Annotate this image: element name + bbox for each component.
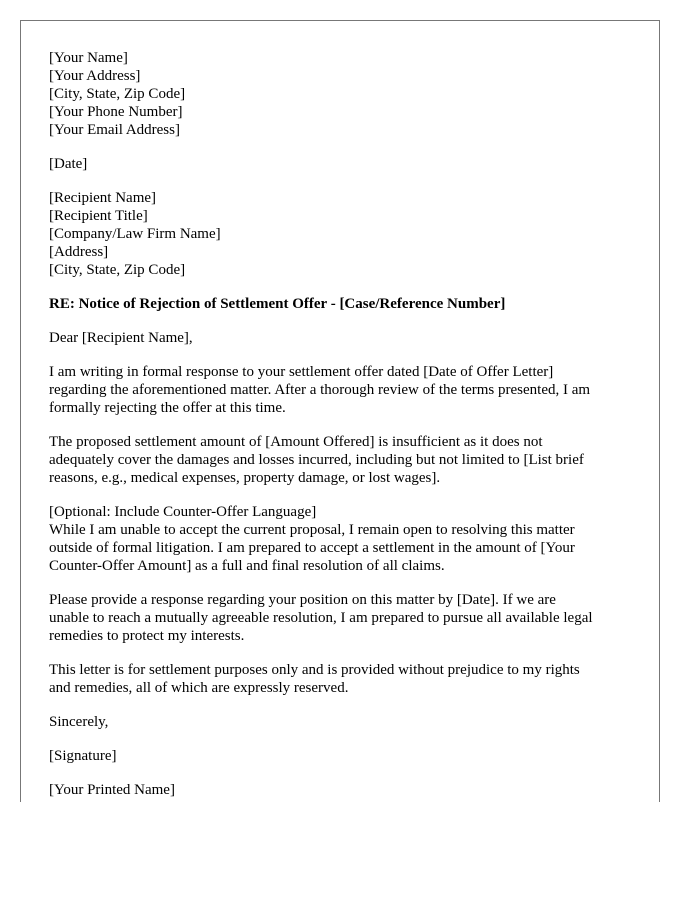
spacer	[49, 575, 639, 591]
sender-block	[49, 49, 639, 139]
body-line: Please provide a response regarding your position on this matter by [Date]. If we are	[49, 592, 556, 608]
spacer	[49, 313, 639, 329]
sender-city-state-zip: [City, State, Zip Code]	[49, 86, 186, 102]
recipient-company: [Company/Law Firm Name]	[49, 226, 221, 242]
date-block	[49, 155, 639, 173]
signature: [Signature]	[49, 748, 117, 764]
signature-block	[49, 747, 639, 765]
body-line: outside of formal litigation. I am prepared to accept a settlement in the amount of [Your	[49, 540, 575, 556]
body-line: and remedies, all of which are expressly reserved.	[49, 680, 349, 696]
subject-line: RE: Notice of Rejection of Settlement Offer - [Case/Reference Number]	[49, 296, 506, 312]
recipient-city-state-zip: [City, State, Zip Code]	[49, 262, 186, 278]
letter-content	[49, 49, 639, 799]
body-paragraph-4	[49, 591, 639, 645]
body-line: The proposed settlement amount of [Amount Offered] is insufficient as it does not	[49, 434, 543, 450]
letter-date: [Date]	[49, 156, 88, 172]
sender-address: [Your Address]	[49, 68, 141, 84]
spacer	[49, 765, 639, 781]
body-line: I am writing in formal response to your settlement offer dated [Date of Offer Letter]	[49, 364, 554, 380]
recipient-address: [Address]	[49, 244, 109, 260]
spacer	[49, 347, 639, 363]
spacer	[49, 697, 639, 713]
recipient-title: [Recipient Title]	[49, 208, 148, 224]
closing-block	[49, 713, 639, 731]
body-line: [Optional: Include Counter-Offer Language]	[49, 504, 317, 520]
spacer	[49, 645, 639, 661]
sender-email: [Your Email Address]	[49, 122, 180, 138]
spacer	[49, 487, 639, 503]
sender-name: [Your Name]	[49, 50, 128, 66]
body-paragraph-3	[49, 503, 639, 575]
body-line: remedies to protect my interests.	[49, 628, 245, 644]
salutation: Dear [Recipient Name],	[49, 330, 193, 346]
subject-block	[49, 295, 639, 313]
body-line: Counter-Offer Amount] as a full and final resolution of all claims.	[49, 558, 445, 574]
sender-phone: [Your Phone Number]	[49, 104, 183, 120]
printed-name-block	[49, 781, 639, 799]
body-line: adequately cover the damages and losses incurred, including but not limited to [List brief	[49, 452, 584, 468]
printed-name: [Your Printed Name]	[49, 782, 175, 798]
body-line: reasons, e.g., medical expenses, property damage, or lost wages].	[49, 470, 441, 486]
body-line: unable to reach a mutually agreeable resolution, I am prepared to pursue all available legal	[49, 610, 593, 626]
salutation-block	[49, 329, 639, 347]
recipient-name: [Recipient Name]	[49, 190, 157, 206]
recipient-block	[49, 189, 639, 279]
spacer	[49, 139, 639, 155]
body-paragraph-1	[49, 363, 639, 417]
spacer	[49, 417, 639, 433]
spacer	[49, 173, 639, 189]
body-line: regarding the aforementioned matter. After a thorough review of the terms presented, I am	[49, 382, 591, 398]
letter-page	[20, 20, 660, 802]
closing: Sincerely,	[49, 714, 109, 730]
body-line: formally rejecting the offer at this time.	[49, 400, 286, 416]
spacer	[49, 279, 639, 295]
body-paragraph-5	[49, 661, 639, 697]
body-line: While I am unable to accept the current proposal, I remain open to resolving this matter	[49, 522, 575, 538]
body-line: This letter is for settlement purposes only and is provided without prejudice to my rights	[49, 662, 580, 678]
spacer	[49, 731, 639, 747]
body-paragraph-2	[49, 433, 639, 487]
